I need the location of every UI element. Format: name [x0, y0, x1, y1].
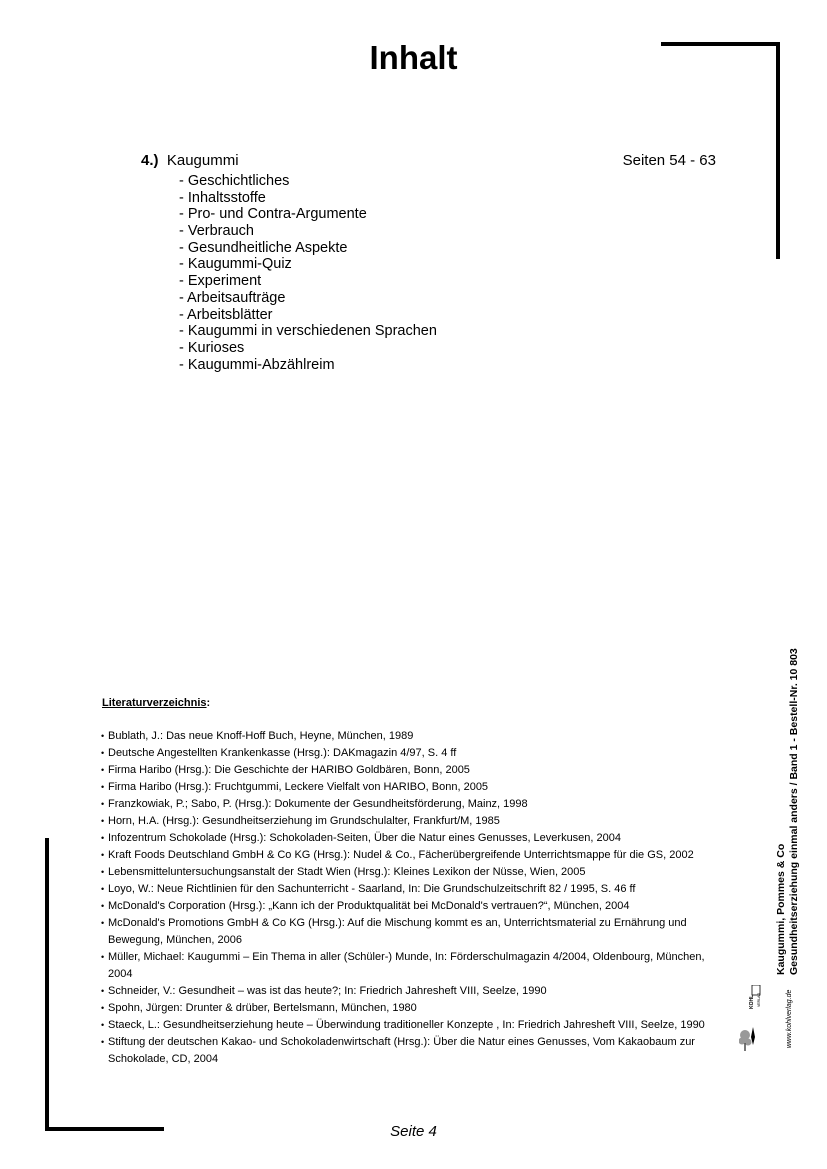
toc-item: - Kaugummi-Quiz — [179, 256, 292, 273]
literature-entry: • Stiftung der deutschen Kakao- und Schokoladenwirtschaft (Hrsg.): Über die Natur eines Genusses, Vom Kakaobaum zur Schokolade, CD, 2004 — [101, 1034, 726, 1068]
literature-entry: • Bublath, J.: Das neue Knoff-Hoff Buch, Heyne, München, 1989 — [101, 728, 726, 745]
chapter-contents-list — [179, 173, 437, 373]
toc-item: - Verbrauch — [179, 223, 254, 240]
chapter-heading — [141, 152, 716, 172]
literature-entry: • Müller, Michael: Kaugummi – Ein Thema in aller (Schüler-) Munde, In: Förderschulmagazin 4/2004, Oldenbourg, München, 2004 — [101, 949, 726, 983]
publisher-url: www.kohlverlag.de — [786, 989, 793, 1048]
series-title-vertical — [775, 648, 801, 975]
toc-item: - Arbeitsaufträge — [179, 289, 286, 306]
literature-heading — [102, 697, 210, 709]
literature-entry: • Firma Haribo (Hrsg.): Die Geschichte der HARIBO Goldbären, Bonn, 2005 — [101, 762, 726, 779]
literature-entry: • Kraft Foods Deutschland GmbH & Co KG (Hrsg.): Nudel & Co., Fächerübergreifende Unterrichtsmappe für die GS, 2002 — [101, 847, 726, 864]
literature-entry: • Lebensmitteluntersuchungsanstalt der Stadt Wien (Hrsg.): Kleines Lexikon der Nüsse, Wien, 2005 — [101, 864, 726, 881]
literature-entry: • Loyo, W.: Neue Richtlinien für den Sachunterricht - Saarland, In: Die Grundschulzeitschrift 82 / 1995, S. 46 ff — [101, 881, 726, 898]
literature-heading-colon: : — [206, 697, 211, 709]
toc-item: - Arbeitsblätter — [179, 306, 273, 323]
literature-entry: • Spohn, Jürgen: Drunter & drüber, Bertelsmann, München, 1980 — [101, 1000, 726, 1017]
literature-entry: • Firma Haribo (Hrsg.): Fruchtgummi, Leckere Vielfalt von HARIBO, Bonn, 2005 — [101, 779, 726, 796]
chapter-number: 4.) — [141, 152, 159, 169]
toc-item: - Inhaltsstoffe — [179, 189, 266, 206]
toc-item: - Experiment — [179, 273, 262, 290]
toc-item: - Kaugummi in verschiedenen Sprachen — [179, 323, 437, 340]
toc-item: - Pro- und Contra-Argumente — [179, 206, 367, 223]
page-title: Inhalt — [369, 39, 458, 76]
page-number: Seite 4 — [390, 1123, 437, 1140]
literature-entry: • Schneider, V.: Gesundheit – was ist das heute?; In: Friedrich Jahresheft VIII, Seelze, 1990 — [101, 983, 726, 1000]
series-title-line2: Gesundheitserziehung einmal anders / Band 1 - Bestell-Nr. 10 803 — [788, 648, 800, 975]
literature-entry: • Deutsche Angestellten Krankenkasse (Hrsg.): DAKmagazin 4/97, S. 4 ff — [101, 745, 726, 762]
literature-entry: • Staeck, L.: Gesundheitserziehung heute – Überwindung traditioneller Konzepte , In: Friedrich Jahresheft VIII, Seelze, 1990 — [101, 1017, 726, 1034]
toc-item: - Kurioses — [179, 339, 245, 356]
literature-heading-text: Literaturverzeichnis — [102, 697, 207, 709]
literature-entry: • Infozentrum Schokolade (Hrsg.): Schokoladen-Seiten, Über die Natur eines Genusses, Leverkusen, 2004 — [101, 830, 726, 847]
literature-list — [101, 728, 726, 1068]
publisher-logo-icon — [739, 985, 763, 1051]
literature-entry: • Horn, H.A. (Hrsg.): Gesundheitserziehung im Grundschulalter, Frankfurt/M, 1985 — [101, 813, 726, 830]
frame-corner-bottom-left-vertical — [45, 838, 49, 1131]
literature-entry: • McDonald's Corporation (Hrsg.): „Kann ich der Produktqualität bei McDonald's vertrauen?“, München, 2004 — [101, 898, 726, 915]
literature-entry: • Franzkowiak, P.; Sabo, P. (Hrsg.): Dokumente der Gesundheitsförderung, Mainz, 1998 — [101, 796, 726, 813]
toc-item: - Kaugummi-Abzählreim — [179, 356, 335, 373]
chapter-pages: Seiten 54 - 63 — [622, 152, 716, 169]
toc-item: - Geschichtliches — [179, 173, 290, 189]
literature-entry: • McDonald's Promotions GmbH & Co KG (Hrsg.): Auf die Mischung kommt es an, Unterrichtsmaterial zu Ernährung und Bewegung, München, 2006 — [101, 915, 726, 949]
series-title-line1: Kaugummi, Pommes & Co — [775, 843, 787, 975]
toc-item: - Gesundheitliche Aspekte — [179, 239, 348, 256]
chapter-name: Kaugummi — [166, 152, 239, 169]
publisher-name: KOHL — [749, 994, 755, 1009]
publisher-tag: VERLAG — [757, 992, 761, 1007]
